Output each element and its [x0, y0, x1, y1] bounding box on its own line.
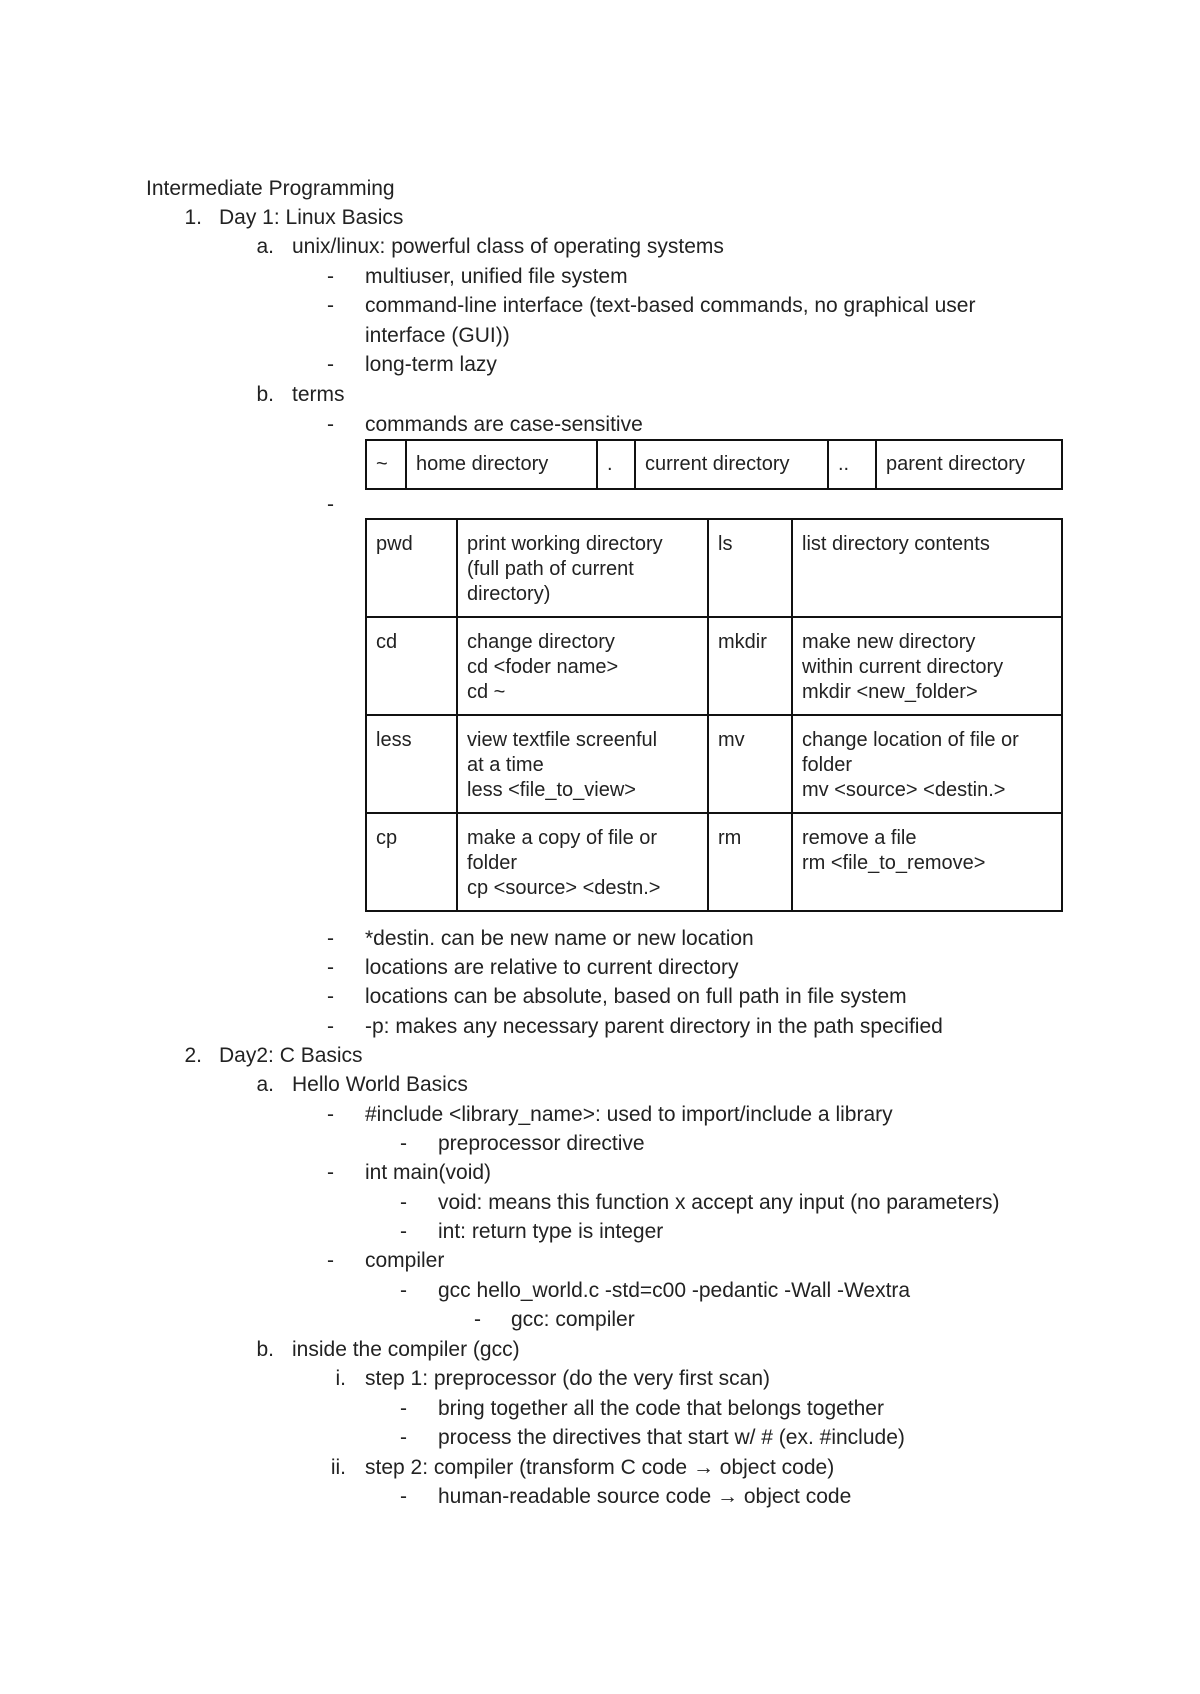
- list-marker: a.: [256, 1073, 274, 1096]
- list-item: step 2: compiler (transform C code → object code): [365, 1456, 835, 1479]
- list-item: void: means this function x accept any input (no parameters): [438, 1191, 1000, 1214]
- table-cell: ..: [828, 440, 876, 489]
- table-cell: change location of file or folder mv <source> <destin.>: [792, 715, 1062, 813]
- table-cell: make new directory within current directory mkdir <new_folder>: [792, 617, 1062, 715]
- list-item: unix/linux: powerful class of operating systems: [292, 235, 724, 258]
- bullet-dash: -: [400, 1397, 407, 1420]
- directory-symbols-table: [365, 439, 1063, 490]
- table-row: [366, 715, 1062, 813]
- list-marker: 2.: [184, 1044, 202, 1067]
- table-row: [366, 440, 1062, 489]
- list-item: step 1: preprocessor (do the very first scan): [365, 1367, 770, 1390]
- list-item: int: return type is integer: [438, 1220, 664, 1243]
- bullet-dash: -: [327, 413, 334, 436]
- list-item: long-term lazy: [365, 353, 497, 376]
- list-item: command-line interface (text-based commands, no graphical user: [365, 294, 976, 317]
- bullet-dash: -: [327, 927, 334, 950]
- list-item: multiuser, unified file system: [365, 265, 628, 288]
- table-cell: change directory cd <foder name> cd ~: [457, 617, 708, 715]
- table-cell: make a copy of file or folder cp <source> <destn.>: [457, 813, 708, 911]
- bullet-dash: -: [327, 265, 334, 288]
- bullet-dash: -: [327, 353, 334, 376]
- list-marker: b.: [256, 1338, 274, 1361]
- list-item: commands are case-sensitive: [365, 413, 643, 436]
- bullet-dash: -: [327, 493, 334, 516]
- document-title: Intermediate Programming: [146, 177, 395, 200]
- list-item: human-readable source code → object code: [438, 1485, 852, 1508]
- table-cell: current directory: [635, 440, 828, 489]
- table-cell: .: [597, 440, 635, 489]
- table-row: [366, 519, 1062, 617]
- list-item: preprocessor directive: [438, 1132, 645, 1155]
- table-cell: remove a file rm <file_to_remove>: [792, 813, 1062, 911]
- list-item: Hello World Basics: [292, 1073, 468, 1096]
- list-item: bring together all the code that belongs together: [438, 1397, 884, 1420]
- bullet-dash: -: [400, 1132, 407, 1155]
- list-marker: ii.: [330, 1456, 346, 1479]
- day2-heading: Day2: C Basics: [219, 1044, 363, 1067]
- list-marker: i.: [335, 1367, 346, 1390]
- bullet-dash: -: [400, 1191, 407, 1214]
- day1-heading: Day 1: Linux Basics: [219, 206, 404, 229]
- bullet-dash: -: [400, 1279, 407, 1302]
- bullet-dash: -: [327, 1161, 334, 1184]
- table-cell: print working directory (full path of current directory): [457, 519, 708, 617]
- table-cell: list directory contents: [792, 519, 1062, 617]
- list-item: locations are relative to current directory: [365, 956, 739, 979]
- table-cell: mkdir: [708, 617, 792, 715]
- list-item: -p: makes any necessary parent directory in the path specified: [365, 1015, 943, 1038]
- bullet-dash: -: [400, 1485, 407, 1508]
- table-cell: cd: [366, 617, 457, 715]
- table-cell: less: [366, 715, 457, 813]
- list-item: gcc: compiler: [511, 1308, 635, 1331]
- list-item: process the directives that start w/ # (ex. #include): [438, 1426, 905, 1449]
- list-item: #include <library_name>: used to import/include a library: [365, 1103, 893, 1126]
- bullet-dash: -: [327, 985, 334, 1008]
- table-row: [366, 813, 1062, 911]
- list-item: compiler: [365, 1249, 445, 1272]
- table-cell: cp: [366, 813, 457, 911]
- bullet-dash: -: [400, 1220, 407, 1243]
- table-cell: parent directory: [876, 440, 1062, 489]
- list-marker: a.: [256, 235, 274, 258]
- table-row: [366, 617, 1062, 715]
- list-item: terms: [292, 383, 345, 406]
- bullet-dash: -: [327, 1103, 334, 1126]
- list-marker: 1.: [184, 206, 202, 229]
- list-item: inside the compiler (gcc): [292, 1338, 520, 1361]
- bullet-dash: -: [327, 956, 334, 979]
- commands-table: [365, 518, 1063, 912]
- table-cell: home directory: [406, 440, 597, 489]
- table-cell: mv: [708, 715, 792, 813]
- table-cell: ls: [708, 519, 792, 617]
- list-item: locations can be absolute, based on full path in file system: [365, 985, 907, 1008]
- bullet-dash: -: [327, 294, 334, 317]
- list-item: *destin. can be new name or new location: [365, 927, 754, 950]
- list-item: int main(void): [365, 1161, 492, 1184]
- bullet-dash: -: [400, 1426, 407, 1449]
- bullet-dash: -: [474, 1308, 481, 1331]
- table-cell: ~: [366, 440, 406, 489]
- list-item: gcc hello_world.c -std=c00 -pedantic -Wall -Wextra: [438, 1279, 911, 1302]
- list-item-continuation: interface (GUI)): [365, 324, 510, 347]
- table-cell: view textfile screenful at a time less <file_to_view>: [457, 715, 708, 813]
- table-cell: rm: [708, 813, 792, 911]
- bullet-dash: -: [327, 1249, 334, 1272]
- bullet-dash: -: [327, 1015, 334, 1038]
- list-marker: b.: [256, 383, 274, 406]
- table-cell: pwd: [366, 519, 457, 617]
